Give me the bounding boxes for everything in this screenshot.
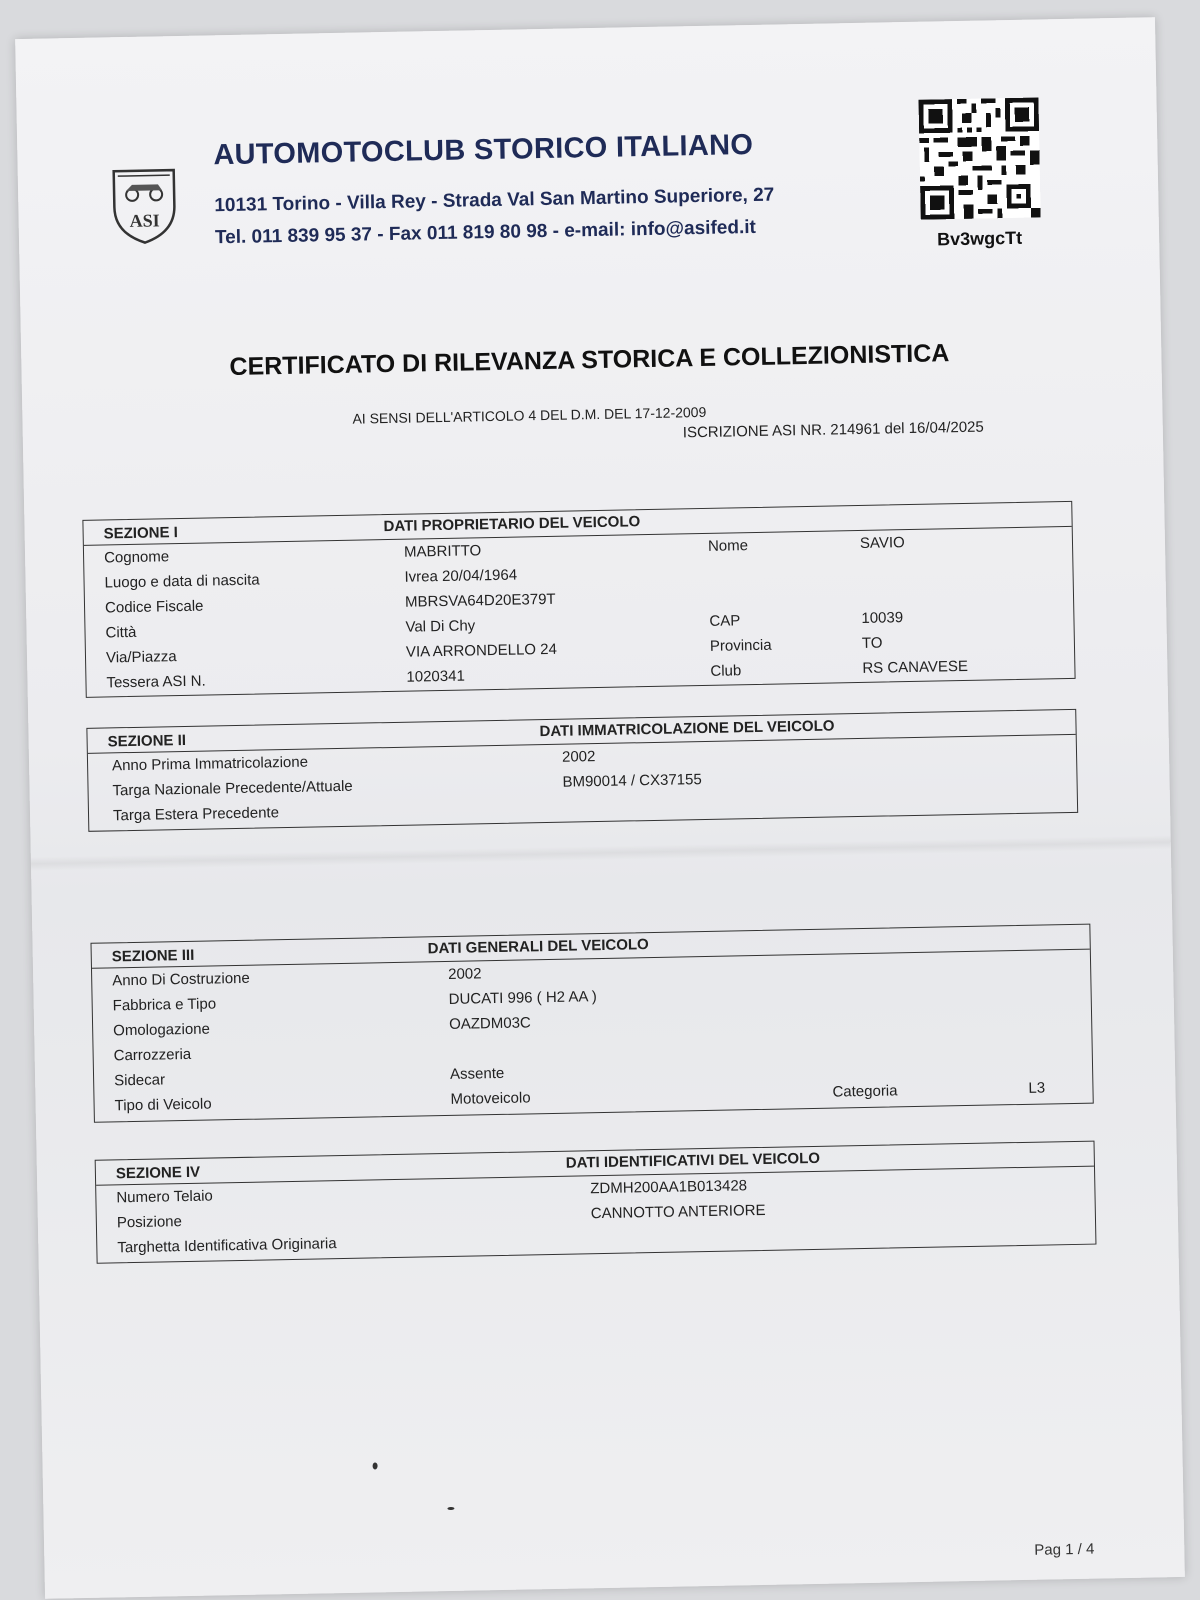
section-number: SEZIONE III [111, 946, 195, 966]
legal-reference: AI SENSI DELL'ARTICOLO 4 DEL D.M. DEL 17-12-2009 [352, 403, 707, 427]
field-label: Omologazione [113, 1020, 211, 1040]
field-label: Carrozzeria [113, 1045, 192, 1065]
field-value: RS CANAVESE [862, 657, 969, 677]
section-number: SEZIONE I [103, 524, 178, 543]
certificate-page [15, 17, 1185, 1599]
asi-logo-icon [108, 162, 182, 245]
field-value: SAVIO [859, 534, 905, 552]
field-value: Ivrea 20/04/1964 [404, 566, 518, 586]
field-value: CANNOTTO ANTERIORE [590, 1201, 766, 1223]
qr-code-label: Bv3wgcTt [936, 227, 1023, 250]
field-label: CAP [709, 612, 741, 630]
section-general-data [90, 924, 1093, 1123]
logo-text: ASI [129, 210, 160, 231]
field-label: Codice Fiscale [104, 597, 204, 617]
field-label: Anno Prima Immatricolazione [111, 753, 309, 775]
field-value: 10039 [861, 609, 904, 627]
field-label: Numero Telaio [116, 1187, 213, 1207]
field-label: Cognome [103, 548, 170, 567]
qr-code-icon [918, 97, 1040, 219]
field-label: Tessera ASI N. [106, 672, 206, 692]
field-value: VIA ARRONDELLO 24 [405, 640, 558, 661]
section-title: DATI PROPRIETARIO DEL VEICOLO [383, 513, 641, 536]
field-label: Categoria [832, 1082, 898, 1101]
registration-number: ISCRIZIONE ASI NR. 214961 del 16/04/2025 [682, 418, 984, 442]
field-label: Tipo di Veicolo [114, 1095, 212, 1115]
section-identification-data [95, 1141, 1097, 1264]
field-label: Targhetta Identificativa Originaria [117, 1235, 337, 1257]
field-value: Assente [449, 1064, 505, 1083]
field-label: Anno Di Costruzione [112, 969, 250, 990]
field-label: Targa Estera Precedente [112, 804, 280, 825]
field-label: Provincia [709, 636, 772, 655]
field-label: Fabbrica e Tipo [112, 995, 217, 1015]
field-label: Sidecar [113, 1071, 166, 1090]
field-label: Targa Nazionale Precedente/Attuale [112, 777, 353, 800]
section-title: DATI GENERALI DEL VEICOLO [427, 936, 649, 958]
section-registration-data [86, 709, 1078, 832]
field-value: TO [861, 634, 883, 652]
field-value: BM90014 / CX37155 [562, 771, 702, 791]
certificate-title: CERTIFICATO DI RILEVANZA STORICA E COLLEZIONISTICA [229, 339, 950, 382]
section-rows [84, 527, 1075, 696]
paper-fold [31, 835, 1171, 871]
field-label: Nome [707, 537, 749, 555]
field-label: Club [710, 662, 742, 680]
field-value: ZDMH200AA1B013428 [590, 1177, 748, 1198]
paper-speck [447, 1507, 454, 1510]
field-label: Città [105, 623, 137, 642]
field-label: Via/Piazza [105, 648, 177, 667]
field-value: 2002 [561, 748, 596, 766]
section-owner-data [82, 501, 1075, 698]
field-value: DUCATI 996 ( H2 AA ) [448, 988, 597, 1008]
section-rows [92, 950, 1093, 1119]
organization-address: 10131 Torino - Villa Rey - Strada Val San Martino Superiore, 27 [214, 184, 775, 217]
field-value: MBRSVA64D20E379T [404, 590, 556, 611]
field-value: L3 [1028, 1079, 1046, 1097]
field-value: 1020341 [406, 667, 466, 686]
section-number: SEZIONE II [107, 731, 187, 751]
page-number: Pag 1 / 4 [1034, 1540, 1095, 1559]
field-label: Luogo e data di nascita [104, 571, 260, 592]
field-value: Val Di Chy [405, 617, 476, 636]
organization-name: AUTOMOTOCLUB STORICO ITALIANO [213, 128, 754, 172]
field-value: Motoveicolo [450, 1089, 531, 1108]
field-value: OAZDM03C [448, 1014, 531, 1033]
field-label: Posizione [116, 1213, 183, 1232]
field-value: MABRITTO [403, 542, 482, 561]
field-value: 2002 [448, 965, 482, 983]
section-title: DATI IDENTIFICATIVI DEL VEICOLO [565, 1149, 821, 1172]
section-title: DATI IMMATRICOLAZIONE DEL VEICOLO [539, 717, 835, 741]
paper-speck [373, 1462, 378, 1469]
organization-contacts: Tel. 011 839 95 37 - Fax 011 819 80 98 - e-mail: info@asifed.it [214, 216, 757, 249]
section-number: SEZIONE IV [115, 1163, 201, 1183]
